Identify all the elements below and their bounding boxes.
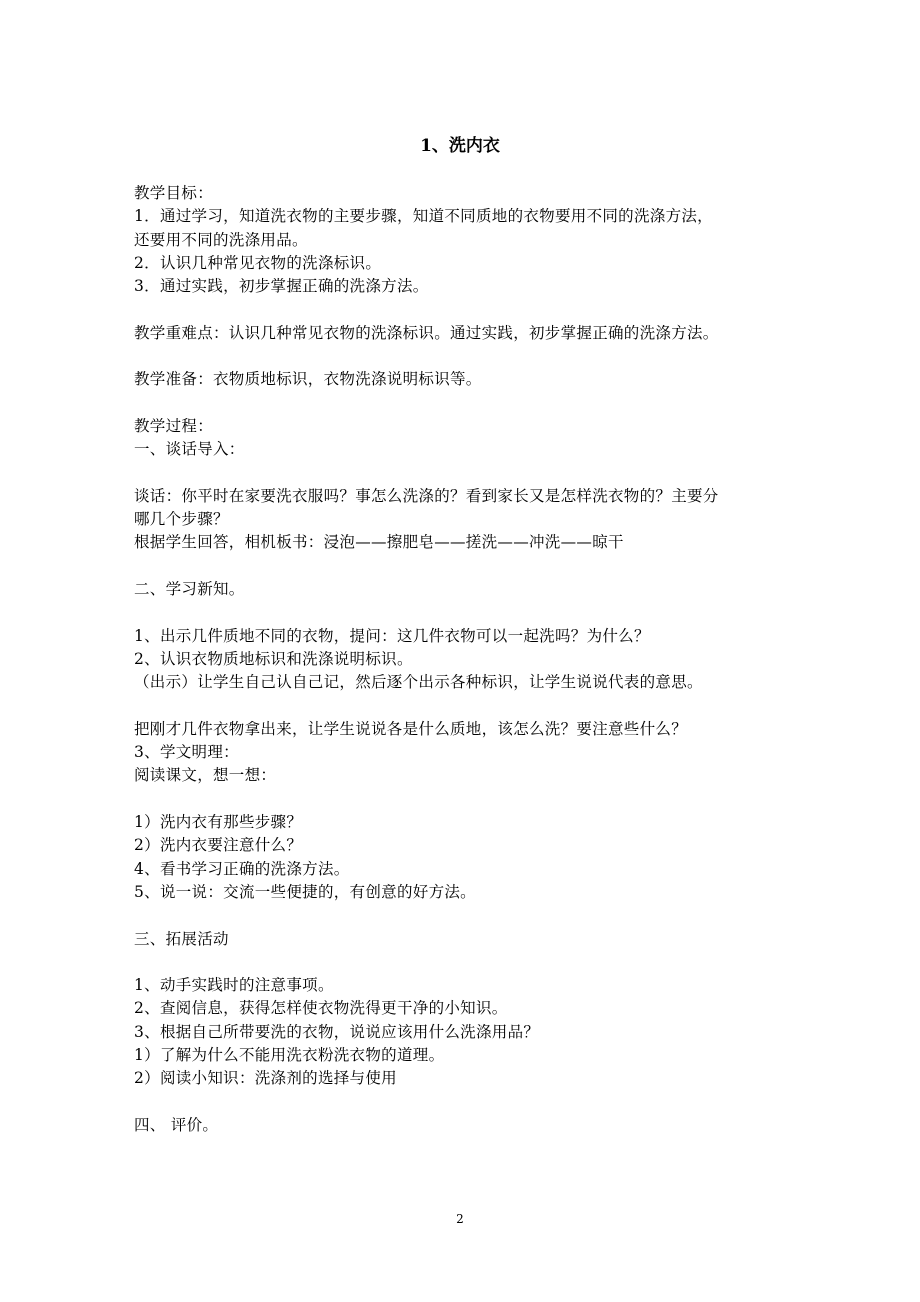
blank-line — [134, 462, 834, 485]
blank-line — [134, 601, 834, 624]
text-line: 二、学习新知。 — [134, 580, 245, 599]
text-line: 阅读课文，想一想： — [134, 766, 277, 785]
text-line: 哪几个步骤？ — [134, 510, 229, 529]
blank-line — [134, 695, 834, 718]
document-title: 1、洗内衣 — [420, 136, 500, 156]
text-line: 2）洗内衣要注意什么？ — [134, 836, 303, 855]
text-line: 5、说一说：交流一些便捷的，有创意的好方法。 — [134, 882, 476, 901]
text-line: 1、出示几件质地不同的衣物，提问：这几件衣物可以一起洗吗？为什么？ — [134, 626, 650, 645]
blank-line — [134, 298, 834, 321]
text-line: 三、拓展活动 — [134, 929, 229, 948]
text-line: 谈话：你平时在家要洗衣服吗？事怎么洗涤的？看到家长又是怎样洗衣物的？主要分 — [134, 486, 719, 505]
text-line: 3、根据自己所带要洗的衣物，说说应该用什么洗涤用品？ — [134, 1022, 540, 1041]
blank-line — [134, 1091, 834, 1114]
text-line: 1）洗内衣有那些步骤？ — [134, 813, 303, 832]
text-line: 2、认识衣物质地标识和洗涤说明标识。 — [134, 649, 413, 668]
text-line: 3、学文明理： — [134, 743, 239, 762]
text-line: 四、 评价。 — [134, 1115, 219, 1134]
blank-line — [134, 951, 834, 974]
text-line: 把刚才几件衣物拿出来，让学生说说各是什么质地，该怎么洗？要注意些什么？ — [134, 719, 688, 738]
text-line: 3．通过实践，初步掌握正确的洗涤方法。 — [134, 277, 429, 296]
text-line: （出示）让学生自己认自己记，然后逐个出示各种标识，让学生说说代表的意思。 — [134, 673, 703, 692]
text-line: 教学目标： — [134, 184, 214, 202]
blank-line — [134, 904, 834, 927]
document-body — [134, 182, 834, 1137]
text-line: 2、查阅信息，获得怎样使衣物洗得更干净的小知识。 — [134, 999, 508, 1018]
text-line: 2．认识几种常见衣物的洗涤标识。 — [134, 253, 382, 272]
text-line: 还要用不同的洗涤用品。 — [134, 230, 308, 249]
text-line: 1）了解为什么不能用洗衣粉洗衣物的道理。 — [134, 1045, 445, 1064]
blank-line — [134, 788, 834, 811]
text-line: 4、看书学习正确的洗涤方法。 — [134, 859, 350, 878]
text-line: 教学过程： — [134, 416, 214, 435]
text-line: 教学准备：衣物质地标识，衣物洗涤说明标识等。 — [134, 370, 482, 389]
blank-line — [134, 345, 834, 368]
text-line: 根据学生回答，相机板书：浸泡——擦肥皂——搓洗——冲洗——晾干 — [134, 533, 624, 552]
text-line: 一、谈话导入： — [134, 440, 245, 459]
page-number: 2 — [456, 1212, 464, 1226]
text-line: 2）阅读小知识：洗涤剂的选择与使用 — [134, 1069, 397, 1088]
text-line: 教学重难点：认识几种常见衣物的洗涤标识。通过实践，初步掌握正确的洗涤方法。 — [134, 323, 719, 342]
text-line: 1、动手实践时的注意事项。 — [134, 976, 334, 995]
text-line: 1．通过学习，知道洗衣物的主要步骤，知道不同质地的衣物要用不同的洗涤方法， — [134, 207, 713, 226]
blank-line — [134, 555, 834, 578]
blank-line — [134, 392, 834, 415]
